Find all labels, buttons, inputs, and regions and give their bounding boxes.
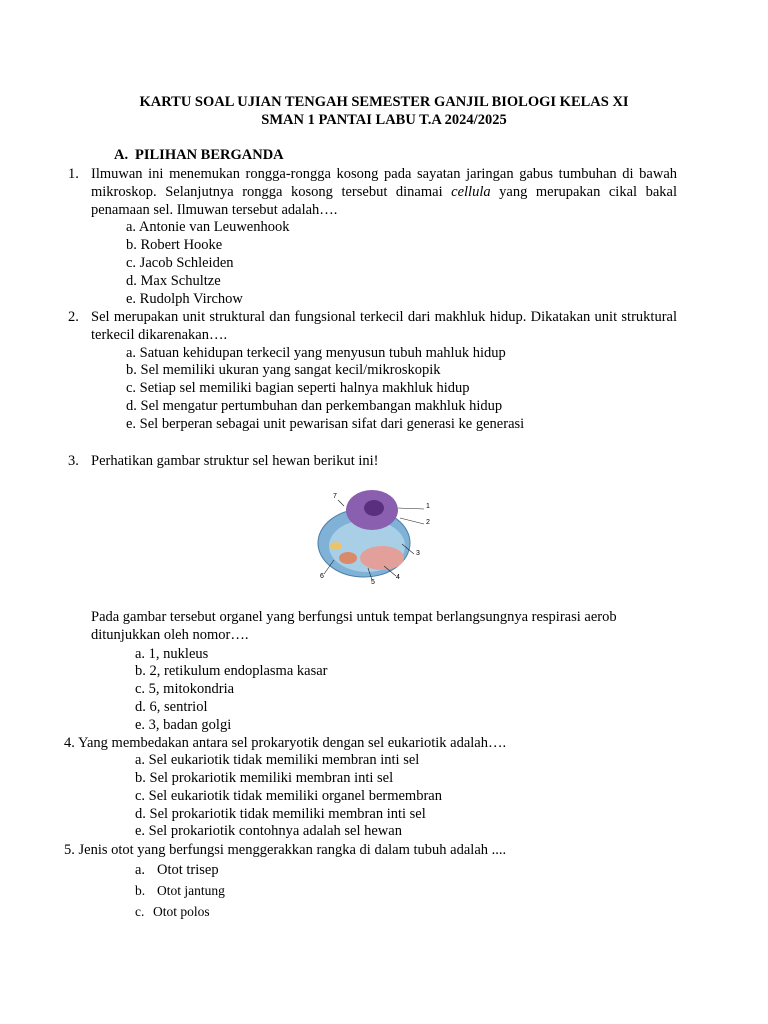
q5-option-a-label[interactable]: Otot trisep: [157, 862, 219, 878]
q2-option-e[interactable]: e. Sel berperan sebagai unit pewarisan sifat dari generasi ke generasi: [126, 416, 525, 432]
q4-option-c[interactable]: c. Sel eukariotik tidak memiliki organel bermembran: [135, 788, 442, 804]
q3-intro: Perhatikan gambar struktur sel hewan berikut ini!: [91, 453, 379, 469]
q2-option-d[interactable]: d. Sel mengatur pertumbuhan dan perkembangan makhluk hidup: [126, 398, 503, 414]
q1-text-part1: Ilmuwan ini menemukan rongga-rongga kosong pada sayatan jaringan gabus tumbuhan di bawah mikroskop. Selanjutnya rongga kosong tersebut dinamai: [91, 166, 677, 200]
q5-option-c-label[interactable]: Otot polos: [153, 904, 210, 919]
q4-option-a[interactable]: a. Sel eukariotik tidak memiliki membran inti sel: [135, 752, 420, 768]
animal-cell-diagram: [312, 488, 432, 588]
q3-text: Pada gambar tersebut organel yang berfungsi untuk tempat berlangsungnya respirasi aerob ditunjukkan oleh nomor….: [91, 609, 617, 643]
q1-option-d[interactable]: d. Max Schultze: [126, 273, 221, 289]
q4-option-d[interactable]: d. Sel prokariotik tidak memiliki membran inti sel: [135, 806, 426, 822]
q2-number: 2.: [68, 309, 79, 325]
q2-option-a[interactable]: a. Satuan kehidupan terkecil yang menyusun tubuh mahluk hidup: [126, 345, 506, 361]
figure-label-7: 7: [333, 493, 337, 500]
q1-text: [91, 165, 677, 219]
q5-text: 5. Jenis otot yang berfungsi menggerakkan rangka di dalam tubuh adalah ....: [64, 842, 507, 858]
figure-label-4: 4: [396, 574, 400, 581]
q1-text-italic: cellula: [451, 184, 491, 200]
q4-option-b[interactable]: b. Sel prokariotik memiliki membran inti sel: [135, 770, 394, 786]
figure-label-2: 2: [426, 519, 430, 526]
q5-option-b-letter[interactable]: b.: [135, 883, 146, 898]
figure-label-3: 3: [416, 550, 420, 557]
animal-cell-figure: [312, 488, 432, 588]
figure-label-1: 1: [426, 503, 430, 510]
q5-option-c-letter[interactable]: c.: [135, 904, 145, 919]
q3-option-c[interactable]: c. 5, mitokondria: [135, 681, 235, 697]
title-line-2: SMAN 1 PANTAI LABU T.A 2024/2025: [261, 112, 507, 128]
figure-label-5: 5: [371, 579, 375, 586]
q1-text-part2: yang merupakan cikal bakal penamaan sel. Ilmuwan tersebut adalah….: [91, 184, 677, 218]
q1-option-c[interactable]: c. Jacob Schleiden: [126, 255, 234, 271]
q4-text: 4. Yang membedakan antara sel prokaryotik dengan sel eukariotik adalah….: [64, 735, 507, 751]
q3-number: 3.: [68, 453, 79, 469]
q1-option-e[interactable]: e. Rudolph Virchow: [126, 291, 243, 307]
section-letter: A.: [114, 147, 129, 163]
q2-option-b[interactable]: b. Sel memiliki ukuran yang sangat kecil/mikroskopik: [126, 362, 441, 378]
q1-option-a[interactable]: a. Antonie van Leuwenhook: [126, 219, 290, 235]
q2-option-c[interactable]: c. Setiap sel memiliki bagian seperti halnya makhluk hidup: [126, 380, 470, 396]
q1-option-b[interactable]: b. Robert Hooke: [126, 237, 223, 253]
title-line-1: KARTU SOAL UJIAN TENGAH SEMESTER GANJIL BIOLOGI KELAS XI: [139, 94, 629, 110]
q3-option-b[interactable]: b. 2, retikulum endoplasma kasar: [135, 663, 328, 679]
q5-option-b-label[interactable]: Otot jantung: [157, 883, 225, 898]
q3-option-a[interactable]: a. 1, nukleus: [135, 646, 209, 662]
q2-text: Sel merupakan unit struktural dan fungsional terkecil dari makhluk hidup. Dikatakan unit struktural terkecil dikarenakan….: [91, 309, 677, 343]
q1-number: 1.: [68, 166, 79, 182]
q4-option-e[interactable]: e. Sel prokariotik contohnya adalah sel hewan: [135, 823, 402, 839]
q3-option-d[interactable]: d. 6, sentriol: [135, 699, 208, 715]
q3-option-e[interactable]: e. 3, badan golgi: [135, 717, 232, 733]
q5-option-a-letter[interactable]: a.: [135, 862, 146, 878]
section-title: PILIHAN BERGANDA: [135, 147, 284, 163]
figure-label-6: 6: [320, 573, 324, 580]
